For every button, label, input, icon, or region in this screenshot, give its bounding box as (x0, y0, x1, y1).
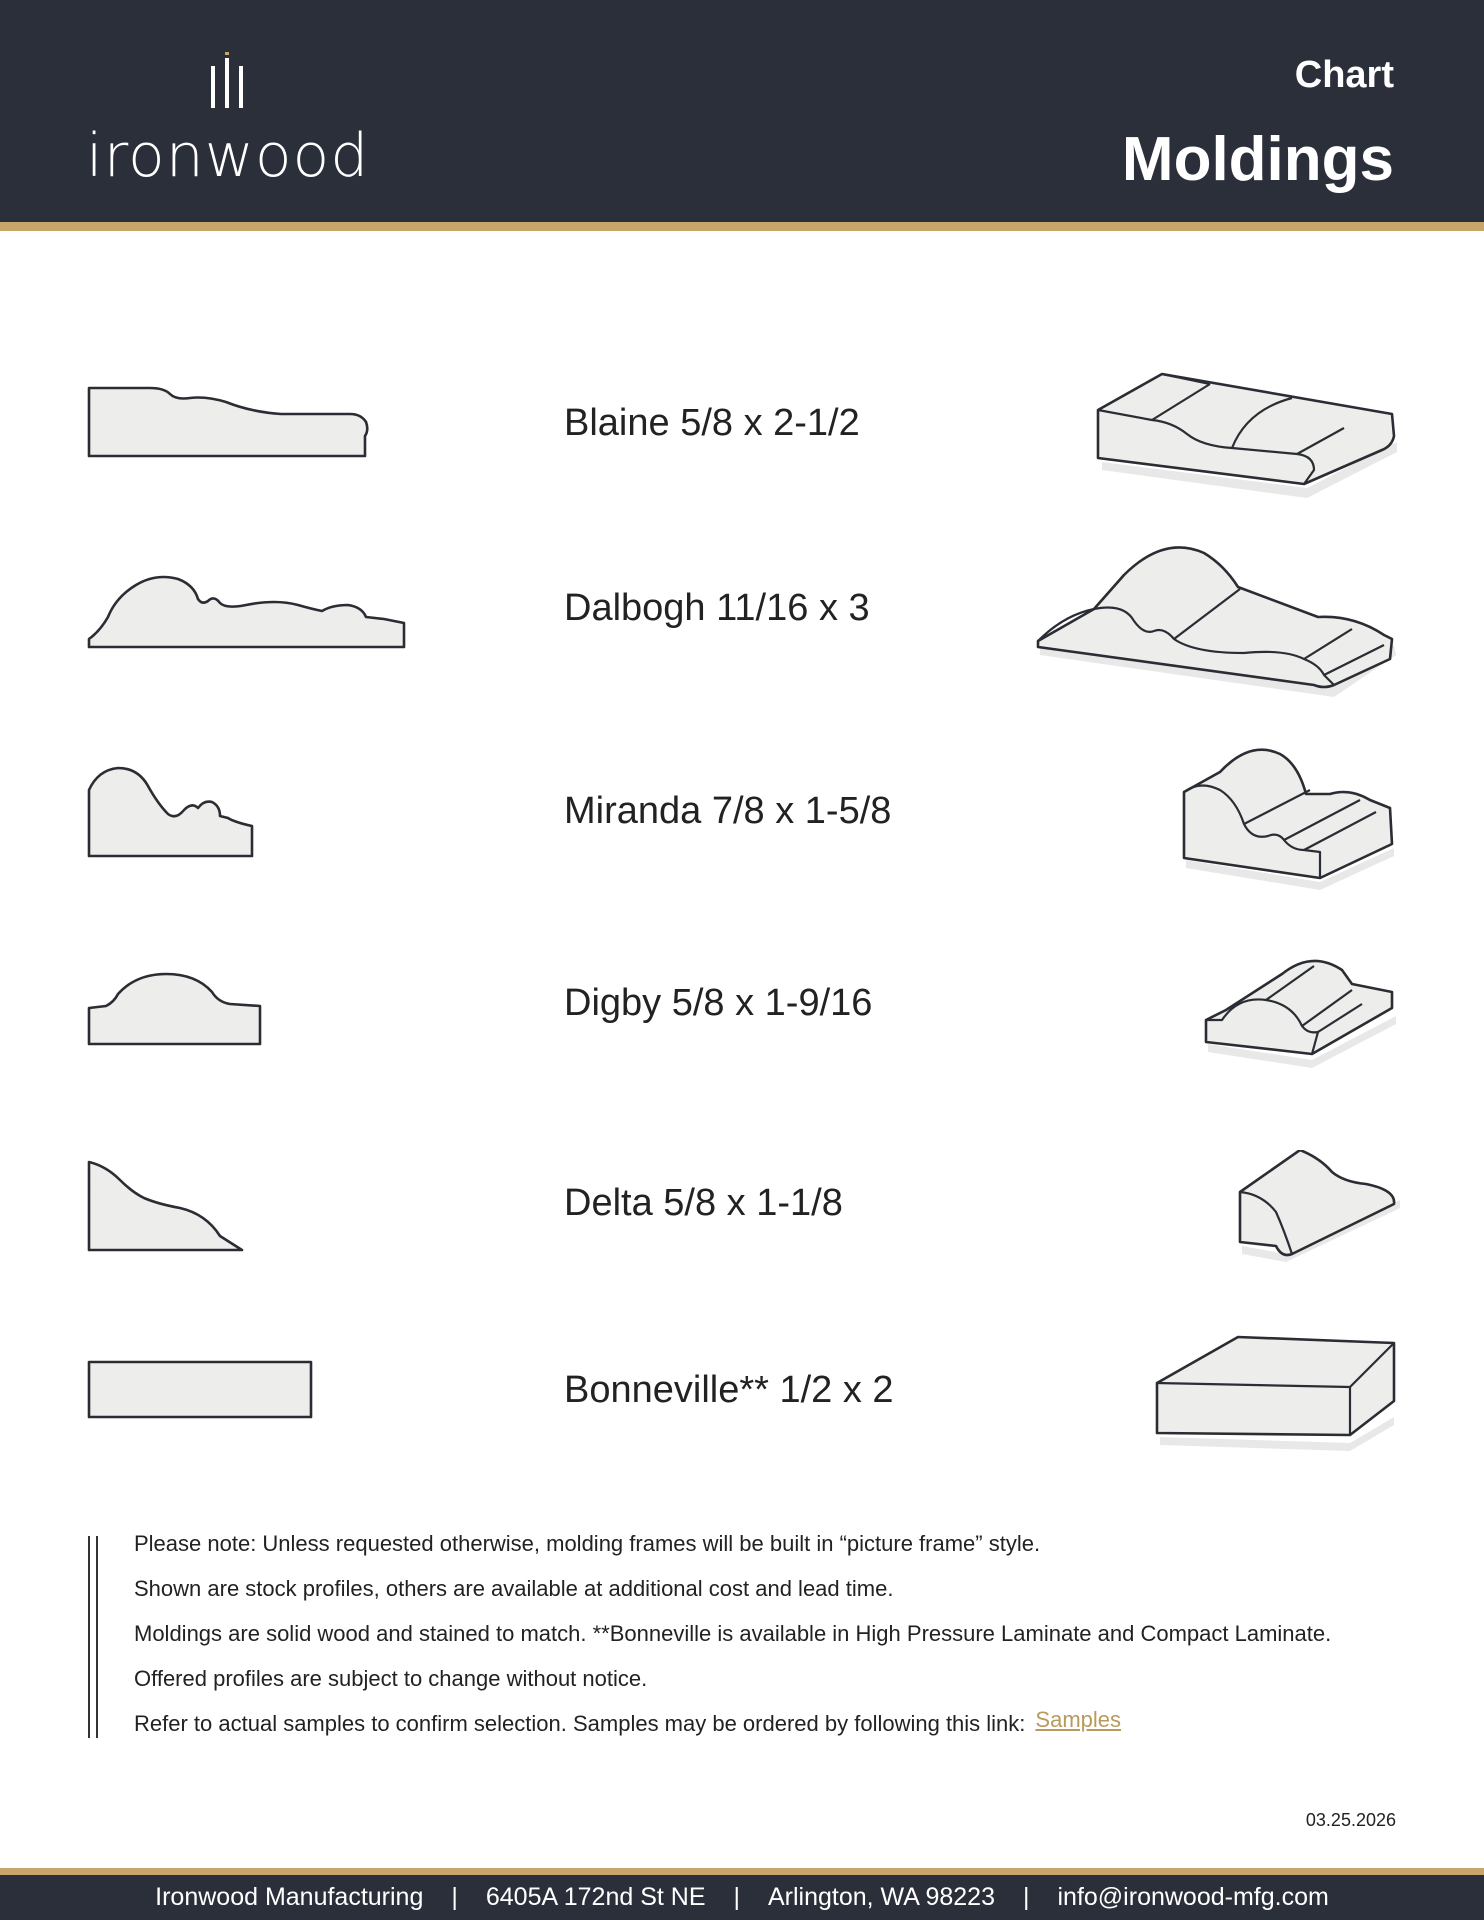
footer-separator: | (733, 1883, 740, 1911)
profile-row-dalbogh (0, 535, 1484, 705)
page-footer (0, 1875, 1484, 1920)
profile-label: Blaine 5/8 x 2-1/2 (564, 402, 860, 444)
note-line: Moldings are solid wood and stained to match. **Bonneville is available in High Pressure Laminate and Compact Laminate. (134, 1621, 1332, 1646)
note-text: Refer to actual samples to confirm selection. Samples may be ordered by following this link: (134, 1711, 1026, 1736)
bonneville-profile-icon (86, 1359, 314, 1421)
delta-profile-icon (86, 1158, 246, 1254)
note-line-samples (134, 1708, 1464, 1753)
header-accent-stripe (0, 222, 1484, 231)
profile-row-delta (0, 1150, 1484, 1280)
ironwood-logo (86, 52, 386, 192)
footer-email[interactable]: info@ironwood-mfg.com (1057, 1883, 1329, 1911)
notes-section (134, 1528, 1464, 1753)
miranda-profile-icon (86, 764, 256, 860)
brand-name: ironwood (86, 121, 370, 191)
footer-company: Ironwood Manufacturing (155, 1883, 424, 1911)
delta-3d-icon (1236, 1150, 1406, 1270)
dalbogh-profile-icon (86, 571, 406, 661)
digby-3d-icon (1202, 950, 1402, 1080)
footer-separator: | (451, 1883, 458, 1911)
profile-row-digby (0, 950, 1484, 1080)
profile-label: Delta 5/8 x 1-1/8 (564, 1182, 843, 1224)
profile-label: Bonneville** 1/2 x 2 (564, 1369, 894, 1411)
profile-label: Dalbogh 11/16 x 3 (564, 587, 870, 629)
profile-row-bonneville (0, 1325, 1484, 1455)
revision-date: 03.25.2026 (1305, 1810, 1396, 1830)
footer-separator: | (1023, 1883, 1030, 1911)
footer-accent-stripe (0, 1868, 1484, 1875)
notes-divider (88, 1536, 100, 1738)
profile-label: Miranda 7/8 x 1-5/8 (564, 790, 892, 832)
profile-row-miranda (0, 740, 1484, 890)
logo-mark-icon (211, 52, 281, 122)
dalbogh-3d-icon (1034, 535, 1404, 705)
samples-link[interactable]: Samples (1035, 1707, 1122, 1732)
note-line: Shown are stock profiles, others are available at additional cost and lead time. (134, 1576, 894, 1601)
page-title: Moldings (1121, 125, 1394, 194)
note-line: Please note: Unless requested otherwise, molding frames will be built in “picture frame” style. (134, 1531, 1041, 1556)
bonneville-3d-icon (1154, 1325, 1400, 1455)
footer-address: 6405A 172nd St NE (485, 1883, 706, 1911)
page-header (0, 0, 1484, 222)
miranda-3d-icon (1180, 740, 1400, 890)
note-line: Offered profiles are subject to change without notice. (134, 1666, 648, 1691)
header-subtitle: Chart (1294, 54, 1394, 96)
footer-city: Arlington, WA 98223 (768, 1883, 995, 1911)
digby-profile-icon (86, 970, 266, 1050)
blaine-3d-icon (1092, 370, 1402, 500)
blaine-profile-icon (86, 384, 372, 464)
profile-row-blaine (0, 370, 1484, 500)
profile-label: Digby 5/8 x 1-9/16 (564, 982, 873, 1024)
